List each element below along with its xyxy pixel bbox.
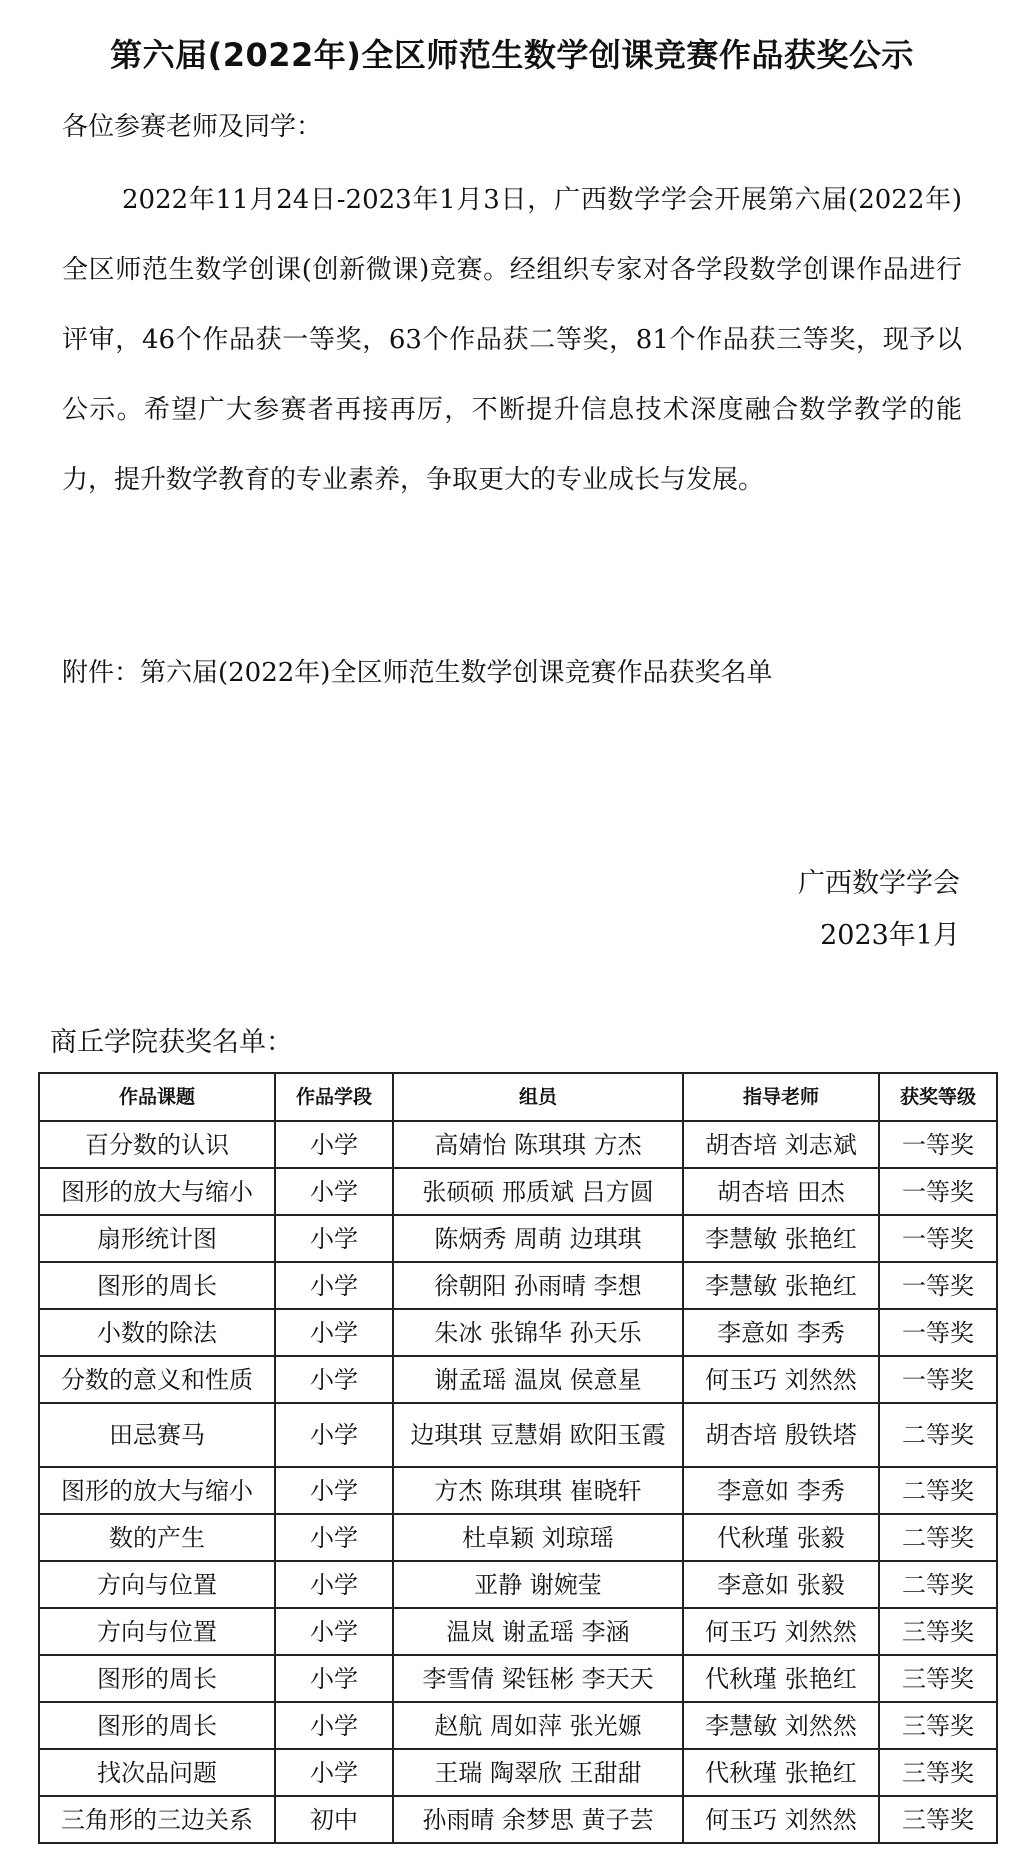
announcement-body: 2022年11月24日-2023年1月3日，广西数学学会开展第六届(2022年)全区师范生数学创课(创新微课)竞赛。经组织专家对各学段数学创课作品进行评审，46个作品获一等奖，63个作品获二等奖，81个作品获三等奖，现予以公示。希望广大参赛者再接再厉，不断提升信息技术深度融合数学教学的能力，提升数学教育的专业素养，争取更大的专业成长与发展。 bbox=[62, 185, 962, 495]
cell-topic: 找次品问题 bbox=[39, 1749, 275, 1796]
cell-level: 二等奖 bbox=[879, 1403, 997, 1467]
cell-topic: 图形的周长 bbox=[39, 1702, 275, 1749]
cell-stage: 小学 bbox=[275, 1121, 393, 1168]
cell-advisors: 何玉巧 刘然然 bbox=[683, 1796, 879, 1843]
cell-topic: 图形的放大与缩小 bbox=[39, 1168, 275, 1215]
cell-members: 谢孟瑶 温岚 侯意星 bbox=[393, 1356, 683, 1403]
award-table-body bbox=[39, 1121, 997, 1843]
award-list-heading: 商丘学院获奖名单： bbox=[50, 1027, 293, 1058]
column-header-topic: 作品课题 bbox=[39, 1073, 275, 1121]
column-header-level: 获奖等级 bbox=[879, 1073, 997, 1121]
cell-level: 一等奖 bbox=[879, 1262, 997, 1309]
cell-members: 方杰 陈琪琪 崔晓轩 bbox=[393, 1467, 683, 1514]
cell-level: 三等奖 bbox=[879, 1796, 997, 1843]
cell-stage: 小学 bbox=[275, 1561, 393, 1608]
cell-topic: 数的产生 bbox=[39, 1514, 275, 1561]
cell-level: 三等奖 bbox=[879, 1608, 997, 1655]
cell-members: 温岚 谢孟瑶 李涵 bbox=[393, 1608, 683, 1655]
signature-block bbox=[660, 858, 960, 962]
cell-members: 朱冰 张锦华 孙天乐 bbox=[393, 1309, 683, 1356]
table-row bbox=[39, 1796, 997, 1843]
column-header-advisors: 指导老师 bbox=[683, 1073, 879, 1121]
cell-advisors: 李意如 张毅 bbox=[683, 1561, 879, 1608]
cell-stage: 小学 bbox=[275, 1168, 393, 1215]
cell-topic: 百分数的认识 bbox=[39, 1121, 275, 1168]
cell-stage: 小学 bbox=[275, 1608, 393, 1655]
attachment-note: 附件：第六届(2022年)全区师范生数学创课竞赛作品获奖名单 bbox=[62, 658, 773, 688]
table-row bbox=[39, 1262, 997, 1309]
cell-stage: 小学 bbox=[275, 1514, 393, 1561]
cell-topic: 方向与位置 bbox=[39, 1608, 275, 1655]
cell-members: 王瑞 陶翠欣 王甜甜 bbox=[393, 1749, 683, 1796]
cell-members: 高婧怡 陈琪琪 方杰 bbox=[393, 1121, 683, 1168]
cell-advisors: 胡杏培 殷铁塔 bbox=[683, 1403, 879, 1467]
table-row bbox=[39, 1702, 997, 1749]
cell-topic: 图形的周长 bbox=[39, 1262, 275, 1309]
cell-level: 一等奖 bbox=[879, 1356, 997, 1403]
cell-topic: 图形的放大与缩小 bbox=[39, 1467, 275, 1514]
award-table bbox=[38, 1072, 998, 1844]
cell-advisors: 李慧敏 刘然然 bbox=[683, 1702, 879, 1749]
table-row bbox=[39, 1561, 997, 1608]
cell-stage: 小学 bbox=[275, 1309, 393, 1356]
cell-stage: 小学 bbox=[275, 1467, 393, 1514]
column-header-members: 组员 bbox=[393, 1073, 683, 1121]
cell-members: 李雪倩 梁钰彬 李天天 bbox=[393, 1655, 683, 1702]
cell-level: 一等奖 bbox=[879, 1309, 997, 1356]
cell-members: 孙雨晴 余梦思 黄子芸 bbox=[393, 1796, 683, 1843]
cell-members: 亚静 谢婉莹 bbox=[393, 1561, 683, 1608]
cell-members: 陈炳秀 周萌 边琪琪 bbox=[393, 1215, 683, 1262]
cell-topic: 分数的意义和性质 bbox=[39, 1356, 275, 1403]
table-row bbox=[39, 1655, 997, 1702]
cell-advisors: 李意如 李秀 bbox=[683, 1467, 879, 1514]
greeting: 各位参赛老师及同学： bbox=[62, 112, 323, 142]
cell-members: 张硕硕 邢质斌 吕方圆 bbox=[393, 1168, 683, 1215]
cell-level: 三等奖 bbox=[879, 1749, 997, 1796]
cell-advisors: 何玉巧 刘然然 bbox=[683, 1356, 879, 1403]
cell-level: 三等奖 bbox=[879, 1702, 997, 1749]
table-row bbox=[39, 1168, 997, 1215]
table-row bbox=[39, 1121, 997, 1168]
cell-advisors: 何玉巧 刘然然 bbox=[683, 1608, 879, 1655]
cell-advisors: 代秋瑾 张艳红 bbox=[683, 1749, 879, 1796]
table-row bbox=[39, 1608, 997, 1655]
signature-organization: 广西数学学会 bbox=[798, 868, 960, 899]
cell-members: 赵航 周如萍 张光嫄 bbox=[393, 1702, 683, 1749]
cell-level: 一等奖 bbox=[879, 1121, 997, 1168]
page-title: 第六届(2022年)全区师范生数学创课竞赛作品获奖公示 bbox=[110, 36, 914, 74]
table-row bbox=[39, 1514, 997, 1561]
cell-stage: 小学 bbox=[275, 1655, 393, 1702]
table-row bbox=[39, 1403, 997, 1467]
cell-topic: 方向与位置 bbox=[39, 1561, 275, 1608]
cell-level: 一等奖 bbox=[879, 1168, 997, 1215]
cell-level: 二等奖 bbox=[879, 1514, 997, 1561]
table-row bbox=[39, 1309, 997, 1356]
cell-topic: 小数的除法 bbox=[39, 1309, 275, 1356]
cell-members: 徐朝阳 孙雨晴 李想 bbox=[393, 1262, 683, 1309]
cell-advisors: 代秋瑾 张艳红 bbox=[683, 1655, 879, 1702]
cell-stage: 小学 bbox=[275, 1702, 393, 1749]
cell-advisors: 李慧敏 张艳红 bbox=[683, 1262, 879, 1309]
cell-advisors: 李意如 李秀 bbox=[683, 1309, 879, 1356]
column-header-stage: 作品学段 bbox=[275, 1073, 393, 1121]
cell-level: 二等奖 bbox=[879, 1561, 997, 1608]
cell-level: 二等奖 bbox=[879, 1467, 997, 1514]
cell-level: 三等奖 bbox=[879, 1655, 997, 1702]
cell-members: 杜卓颖 刘琼瑶 bbox=[393, 1514, 683, 1561]
cell-stage: 小学 bbox=[275, 1749, 393, 1796]
cell-advisors: 李慧敏 张艳红 bbox=[683, 1215, 879, 1262]
cell-advisors: 胡杏培 刘志斌 bbox=[683, 1121, 879, 1168]
cell-stage: 小学 bbox=[275, 1356, 393, 1403]
cell-topic: 田忌赛马 bbox=[39, 1403, 275, 1467]
cell-stage: 小学 bbox=[275, 1215, 393, 1262]
cell-topic: 扇形统计图 bbox=[39, 1215, 275, 1262]
cell-stage: 小学 bbox=[275, 1403, 393, 1467]
cell-level: 一等奖 bbox=[879, 1215, 997, 1262]
cell-stage: 小学 bbox=[275, 1262, 393, 1309]
signature-date: 2023年1月 bbox=[820, 920, 960, 951]
cell-topic: 三角形的三边关系 bbox=[39, 1796, 275, 1843]
cell-advisors: 胡杏培 田杰 bbox=[683, 1168, 879, 1215]
table-row bbox=[39, 1356, 997, 1403]
table-row bbox=[39, 1749, 997, 1796]
table-row bbox=[39, 1467, 997, 1514]
cell-stage: 初中 bbox=[275, 1796, 393, 1843]
table-row bbox=[39, 1215, 997, 1262]
cell-advisors: 代秋瑾 张毅 bbox=[683, 1514, 879, 1561]
table-header-row bbox=[39, 1073, 997, 1121]
cell-members: 边琪琪 豆慧娟 欧阳玉霞 bbox=[393, 1403, 683, 1467]
cell-topic: 图形的周长 bbox=[39, 1655, 275, 1702]
